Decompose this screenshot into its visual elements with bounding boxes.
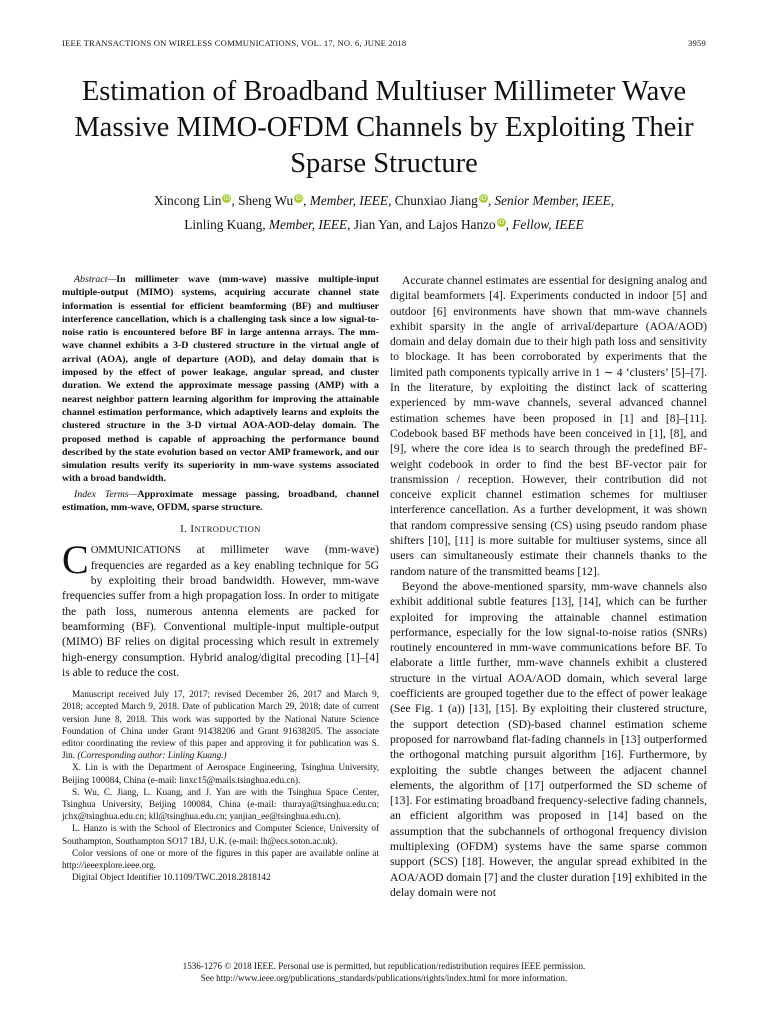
author-name: , Jian Yan, and bbox=[347, 217, 429, 232]
section-number: I. bbox=[180, 523, 191, 536]
left-column bbox=[62, 273, 379, 883]
copyright-line: 1536-1276 © 2018 IEEE. Personal use is permitted, but republication/redistribution requires IEEE permission. bbox=[182, 961, 586, 971]
footnote-manuscript bbox=[62, 688, 379, 761]
abstract bbox=[62, 273, 379, 486]
index-terms-label: Index Terms— bbox=[74, 488, 138, 500]
footnote-affiliation: X. Lin is with the Department of Aerospace Engineering, Tsinghua University, Beijing 100084, China (e-mail: linxc15@mails.tsinghua.edu.cn). bbox=[62, 762, 379, 785]
footnote-affiliation: S. Wu, C. Jiang, L. Kuang, and J. Yan are with the Tsinghua Space Center, Tsinghua University, Beijing 100084, China (e-mail: thuraya@tsinghua.edu.cn; jchx@tsinghua.edu.cn; kll@tsinghua.edu.cn; yanjian_ee@tsinghua.edu.cn). bbox=[62, 786, 379, 822]
abstract-text: In millimeter wave (mm-wave) massive multiple-input multiple-output (MIMO) systems, acquiring accurate channel state information is essential for efficient beamforming (BF) and multiuser interference cancellation, which is a challenging task since a low signal-to-noise ratio is encountered before BF in large antenna arrays. The mm-wave channel exhibits a 3-D clustered structure in the virtual angle of arrival (AOA), angle of departure (AOD), and delay domain that is imposed by the effect of power leakage, angular spread, and cluster duration. We extend the approximate message passing (AMP) with a nearest neighbor pattern learning algorithm for improving the attainable channel estimation performance, which adaptively learns and exploits the clustered structure in the 3-D virtual AOA-AOD-delay domain. The proposed method is capable of approaching the performance bound described by the state evolution based on vector AMP framework, and our simulation results verify its superiority in mm-wave systems associated with a broad bandwidth. bbox=[62, 274, 379, 485]
author-line-1 bbox=[50, 189, 718, 213]
section-heading bbox=[62, 522, 379, 536]
abstract-label: Abstract— bbox=[74, 274, 117, 285]
body-paragraph: Beyond the above-mentioned sparsity, mm-wave channels also exhibit additional subtle features [13], [14], which can be further exploited for improving the attainable channel estimation performance, especially for the low signal-to-noise ratios (SNRs) routinely encountered in mm-wave communications before BF. To elaborate a little further, mm-wave channels exhibit a clustered structure in the virtual AOA/AOD domain, which several large coefficients are grouped together due to the effect of power leakage (See Fig. 1 (a)) [13], [15]. By exploiting their clustered structure, the support detection (SD)-based channel estimation scheme proposed for narrowband flat-fading channels in [13] outperformed the orthogonal matching pursuit algorithm [16]. Furthermore, by exploiting the subtle changes between the adjacent channel elements, the algorithm of [17] outperformed the SD scheme of [13]. For estimating broadband frequency-selective fading channels, an efficient algorithm was proposed in [14] based on the assumption that the subchannels of orthogonal frequency division multiplexing (OFDM) systems have the same sparse common support (SCS) [18]. However, the angular spread exhibited in the AOA/AOD domain [7] and the cluster duration [19] exhibited in the delay domain were not bbox=[390, 579, 707, 899]
author-separator: , bbox=[231, 193, 239, 208]
running-header bbox=[62, 38, 706, 48]
author-role: , Senior Member, IEEE bbox=[487, 193, 611, 208]
author-name: Linling Kuang bbox=[184, 217, 263, 232]
footnote-affiliation: L. Hanzo is with the School of Electronics and Computer Science, University of Southampton, Southampton SO17 1BJ, U.K. (e-mail: lh@ecs.soton.ac.uk). bbox=[62, 823, 379, 846]
dropcap: C bbox=[62, 536, 89, 582]
index-terms bbox=[62, 488, 379, 515]
orcid-icon[interactable]: iD bbox=[498, 219, 505, 226]
orcid-icon[interactable]: iD bbox=[223, 195, 231, 202]
journal-name: IEEE TRANSACTIONS ON WIRELESS COMMUNICATIONS, VOL. 17, NO. 6, JUNE 2018 bbox=[62, 38, 407, 48]
footnotes bbox=[62, 688, 379, 883]
copyright-footer bbox=[40, 960, 728, 984]
section-title-initial: I bbox=[190, 523, 195, 536]
orcid-icon[interactable]: iD bbox=[480, 195, 487, 202]
paper-title: Estimation of Broadband Multiuser Millimeter Wave Massive MIMO-OFDM Channels by Exploiting Their Sparse Structure bbox=[74, 76, 694, 179]
author-separator: , bbox=[388, 193, 395, 208]
intro-text: at millimeter wave (mm-wave) frequencies are regarded as a key enabling technique for 5G by exploiting their broad bandwidth. However, mm-wave frequencies suffer from a high propagation loss. In order to mitigate the path loss, numerous antenna elements are packed for beamforming (BF). Conventional multiple-input multiple-output (MIMO) BF relies on digital processing which result in extremely high-energy consumption. Hybrid analog/digital precoding [1]–[4] is able to reduce the cost. bbox=[62, 542, 379, 679]
index-terms-text: Approximate message passing, broadband, channel estimation, mm-wave, OFDM, sparse structure. bbox=[62, 488, 379, 514]
author-line-2 bbox=[50, 213, 718, 237]
footnote-doi: Digital Object Identifier 10.1109/TWC.2018.2818142 bbox=[72, 872, 271, 883]
author-separator: , bbox=[610, 193, 615, 208]
footnote-color: Color versions of one or more of the figures in this paper are available online at http://ieeexplore.ieee.org. bbox=[62, 847, 379, 871]
right-column bbox=[390, 273, 707, 900]
section-title-rest: NTRODUCTION bbox=[194, 524, 261, 535]
orcid-icon[interactable]: iD bbox=[295, 195, 302, 202]
author-name: Chunxiao Jiang bbox=[394, 193, 478, 208]
intro-paragraph bbox=[62, 536, 379, 681]
body-paragraph: Accurate channel estimates are essential for designing analog and digital beamformers [4]. Experiments conducted in indoor [5] and outdoor [6] environments have shown that mm-wave channels exhibit sparsity in the angle of arrival/departure (AOA/AOD) domain and delay domain due to their high path loss and sensitivity to blockage. It has been corroborated by experiments that the limited path components typically arrive in 1 ∼ 4 ‘clusters’ [5]–[7]. In the literature, by exploiting the distinct lack of scattering experienced by mm-wave channels, several advanced channel estimation schemes have been proposed in [1] and [8]–[11]. Codebook based BF methods have been conceived in [1], [8], and [9], where the core idea is to search through the predefined BF-weight codebook in order to find the best BF-vector pair for transmission / reception. However, their contribution did not conceive explicit channel estimation schemes for multiuser interference cancellation. As a further development, it was shown that random compressive sensing (CS) using pseudo random phase shifters [10], [11] is more suitable for multiuser systems, since all users can simultaneously estimate their channels thanks to the random nature of the transmitted beams [12]. bbox=[390, 274, 707, 578]
author-list bbox=[50, 189, 718, 237]
author-name: Xincong Lin bbox=[153, 193, 222, 208]
rights-line: See http://www.ieee.org/publications_standards/publications/rights/index.html for more information. bbox=[200, 973, 568, 983]
footnote-text: Manuscript received July 17, 2017; revised December 26, 2017 and March 9, 2018; accepted March 9, 2018. Date of publication March 29, 2018; date of current version June 8, 2018. This work was supported by the National Nature Science Foundation of China under Grant 91438206 and Grant 91638205. The associate editor coordinating the review of this paper and approving it for publication was S. Jin. bbox=[62, 689, 379, 761]
author-role: , Member, IEEE bbox=[262, 217, 348, 232]
author-role: , Member, IEEE bbox=[303, 193, 389, 208]
page-number: 3959 bbox=[688, 38, 706, 48]
author-role: , Fellow, IEEE bbox=[505, 217, 584, 232]
intro-lead: OMMUNICATIONS bbox=[90, 544, 181, 556]
footnote-corresponding: (Corresponding author: Linling Kuang.) bbox=[77, 750, 227, 761]
author-name: Lajos Hanzo bbox=[428, 217, 496, 232]
author-name: Sheng Wu bbox=[238, 193, 294, 208]
